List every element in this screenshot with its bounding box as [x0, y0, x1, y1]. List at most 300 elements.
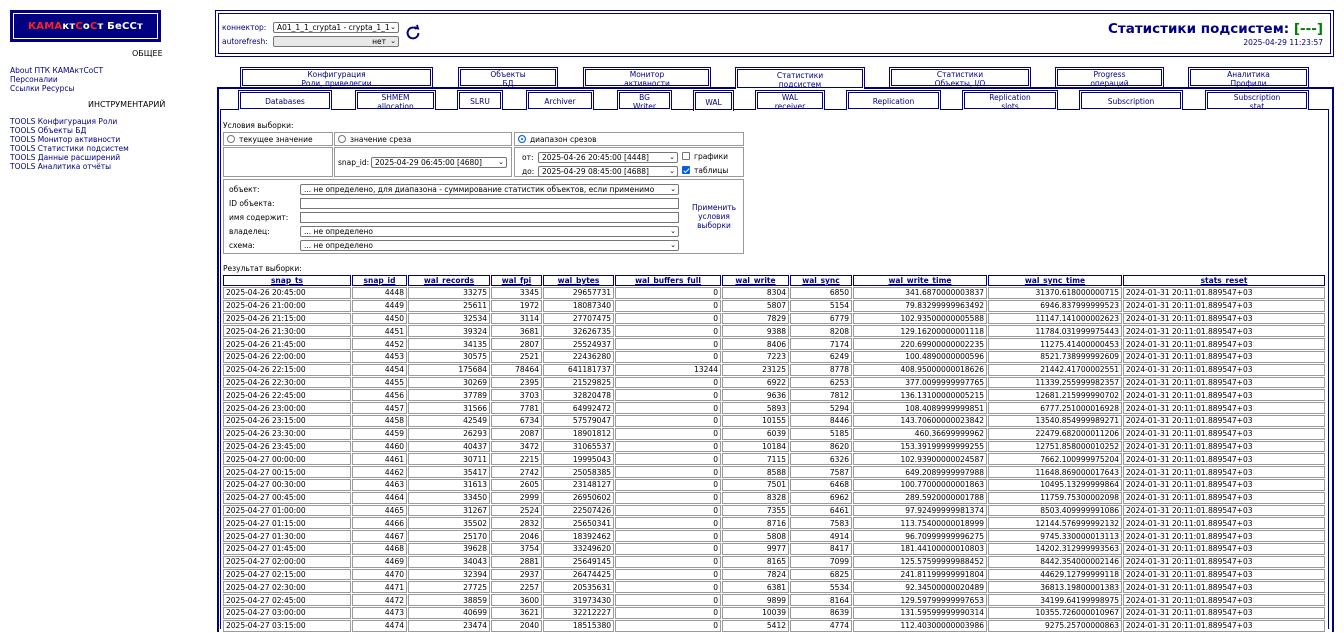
table-cell-wal-fpi: 3114 — [491, 313, 542, 325]
table-cell-snap-ts: 2025-04-27 00:45:00 — [223, 492, 351, 504]
table-cell-stats-reset: 2024-01-31 20:11:01.889547+03 — [1123, 377, 1325, 389]
table-cell-wal-sync-time: 8521.738999992609 — [988, 351, 1122, 363]
table-cell-snap-ts: 2025-04-26 20:45:00 — [223, 287, 351, 299]
table-cell-snap-ts: 2025-04-27 02:30:00 — [223, 581, 351, 593]
tables-checkbox[interactable] — [682, 166, 728, 175]
radio-button[interactable] — [338, 135, 346, 143]
snap-id-select[interactable] — [371, 157, 507, 168]
column-header-wal-bytes[interactable]: wal_bytes — [543, 275, 614, 286]
table-cell-snap-id: 4463 — [352, 479, 407, 491]
table-cell-wal-sync-time: 21442.41700002551 — [988, 364, 1122, 376]
table-cell-wal-sync: 8164 — [790, 594, 852, 606]
logo-part: т БеССт — [97, 20, 144, 32]
table-row — [223, 441, 1325, 453]
table-cell-wal-buffers-full: 0 — [615, 313, 721, 325]
table-cell-wal-sync: 7812 — [790, 389, 852, 401]
table-cell-stats-reset: 2024-01-31 20:11:01.889547+03 — [1123, 543, 1325, 555]
table-cell-wal-sync-time: 11759.75300002098 — [988, 492, 1122, 504]
chevron-down-icon: ⌄ — [390, 37, 396, 45]
table-cell-wal-write-time: 289.5920000001788 — [853, 492, 987, 504]
table-row — [223, 543, 1325, 555]
table-cell-wal-sync: 5294 — [790, 402, 852, 414]
object-select[interactable] — [300, 184, 679, 195]
table-cell-wal-sync-time: 11275.41400000453 — [988, 338, 1122, 350]
object-value: ... не определено, для диапазона - суммирование статистик объектов, если применимо — [304, 185, 655, 194]
table-cell-wal-write: 9636 — [722, 389, 789, 401]
table-cell-wal-buffers-full: 0 — [615, 581, 721, 593]
table-cell-snap-id: 4458 — [352, 415, 407, 427]
table-cell-snap-ts: 2025-04-27 00:00:00 — [223, 453, 351, 465]
table-cell-stats-reset: 2024-01-31 20:11:01.889547+03 — [1123, 505, 1325, 517]
table-cell-stats-reset: 2024-01-31 20:11:01.889547+03 — [1123, 428, 1325, 440]
tab-slru[interactable]: SLRU — [457, 90, 503, 110]
column-header-wal-records[interactable]: wal_records — [408, 275, 490, 286]
object-id-label: ID объекта: — [229, 199, 275, 208]
table-cell-wal-records: 42549 — [408, 415, 490, 427]
table-row — [223, 377, 1325, 389]
tab-bgwriter[interactable]: BG Writer — [617, 90, 672, 110]
sidebar-link-tools-stats[interactable]: TOOLS Статистики подсистем — [10, 144, 129, 153]
table-row — [223, 389, 1325, 401]
sidebar-link-tools-reports[interactable]: TOOLS Аналитика отчёты — [10, 162, 112, 171]
table-cell-wal-sync: 6468 — [790, 479, 852, 491]
table-cell-wal-write: 9388 — [722, 325, 789, 337]
table-cell-wal-records: 23474 — [408, 620, 490, 632]
table-cell-wal-sync: 7583 — [790, 517, 852, 529]
table-cell-wal-records: 32394 — [408, 569, 490, 581]
table-cell-wal-fpi: 3621 — [491, 607, 542, 619]
chevron-down-icon: ⌄ — [670, 227, 676, 235]
table-cell-snap-ts: 2025-04-26 21:30:00 — [223, 325, 351, 337]
table-row — [223, 466, 1325, 478]
table-cell-wal-write: 10039 — [722, 607, 789, 619]
tools-heading: ИНСТРУМЕНТАРИЙ — [88, 100, 166, 109]
table-cell-wal-sync: 8417 — [790, 543, 852, 555]
table-cell-snap-id: 4459 — [352, 428, 407, 440]
table-cell-wal-sync-time: 11648.869000017643 — [988, 466, 1122, 478]
sidebar-link-tools-objects[interactable]: TOOLS Объекты БД — [10, 126, 87, 135]
table-cell-wal-sync: 8620 — [790, 441, 852, 453]
table-cell-snap-id: 4466 — [352, 517, 407, 529]
column-header-snap-id[interactable]: snap_id — [352, 275, 407, 286]
radio-range-box — [514, 132, 744, 146]
table-cell-wal-bytes: 21529825 — [543, 377, 614, 389]
table-cell-wal-bytes: 26474425 — [543, 569, 614, 581]
table-cell-wal-buffers-full: 0 — [615, 415, 721, 427]
table-cell-snap-id: 4464 — [352, 492, 407, 504]
table-cell-wal-fpi: 3754 — [491, 543, 542, 555]
table-cell-wal-write-time: 112.40300000003986 — [853, 620, 987, 632]
sidebar-link-tools-monitor[interactable]: TOOLS Монитор активности — [10, 135, 121, 144]
table-cell-stats-reset: 2024-01-31 20:11:01.889547+03 — [1123, 453, 1325, 465]
table-cell-wal-buffers-full: 0 — [615, 517, 721, 529]
table-cell-wal-buffers-full: 0 — [615, 505, 721, 517]
snap-id-cell — [334, 147, 512, 177]
column-header-wal-buffers-full[interactable]: wal_buffers_full — [615, 275, 721, 286]
table-cell-stats-reset: 2024-01-31 20:11:01.889547+03 — [1123, 530, 1325, 542]
table-cell-wal-write: 6922 — [722, 377, 789, 389]
object-id-input[interactable] — [300, 198, 679, 209]
sidebar-link-resources[interactable]: Ссылки Ресурсы — [10, 84, 75, 93]
radio-button-selected[interactable] — [518, 135, 526, 143]
table-cell-wal-write-time: 241.81199999991804 — [853, 569, 987, 581]
table-cell-wal-bytes: 19995043 — [543, 453, 614, 465]
table-cell-snap-id: 4472 — [352, 594, 407, 606]
table-cell-snap-ts: 2025-04-27 01:30:00 — [223, 530, 351, 542]
table-cell-wal-sync-time: 10355.726000010967 — [988, 607, 1122, 619]
table-cell-wal-sync: 6779 — [790, 313, 852, 325]
table-cell-wal-bytes: 27707475 — [543, 313, 614, 325]
table-cell-wal-sync: 6850 — [790, 287, 852, 299]
table-cell-wal-fpi: 1972 — [491, 300, 542, 312]
table-cell-wal-buffers-full: 0 — [615, 620, 721, 632]
sidebar-link-tools-extensions[interactable]: TOOLS Данные расширений — [10, 153, 121, 162]
table-cell-wal-records: 31613 — [408, 479, 490, 491]
table-cell-wal-sync: 6249 — [790, 351, 852, 363]
table-cell-wal-records: 40699 — [408, 607, 490, 619]
owner-select[interactable] — [300, 226, 679, 237]
radio-snapshot-label: значение среза — [350, 135, 412, 144]
table-cell-wal-sync-time: 36813.19800001383 — [988, 581, 1122, 593]
table-cell-wal-write: 7829 — [722, 313, 789, 325]
table-cell-wal-sync: 8778 — [790, 364, 852, 376]
tab-replication[interactable]: Replication — [846, 90, 941, 110]
table-body — [223, 287, 1325, 632]
table-cell-wal-sync: 7174 — [790, 338, 852, 350]
tab-replication-slots[interactable]: Replication slots — [962, 90, 1058, 110]
table-row — [223, 338, 1325, 350]
column-header-stats-reset[interactable]: stats_reset — [1123, 275, 1325, 286]
table-cell-wal-sync: 5185 — [790, 428, 852, 440]
schema-select[interactable] — [300, 240, 679, 251]
table-cell-snap-ts: 2025-04-27 03:15:00 — [223, 620, 351, 632]
table-cell-wal-write: 5412 — [722, 620, 789, 632]
table-cell-snap-ts: 2025-04-26 21:00:00 — [223, 300, 351, 312]
object-filter-box — [223, 179, 744, 254]
table-cell-wal-buffers-full: 0 — [615, 441, 721, 453]
table-cell-wal-buffers-full: 0 — [615, 607, 721, 619]
table-cell-wal-sync-time: 11147.141000002623 — [988, 313, 1122, 325]
table-cell-wal-buffers-full: 0 — [615, 300, 721, 312]
table-cell-snap-ts: 2025-04-26 21:15:00 — [223, 313, 351, 325]
table-row — [223, 556, 1325, 568]
table-cell-wal-bytes: 641181737 — [543, 364, 614, 376]
table-row — [223, 351, 1325, 363]
table-cell-wal-write: 7824 — [722, 569, 789, 581]
tab-progress[interactable]: Progress операций — [1055, 67, 1164, 87]
sidebar-link-about[interactable]: About ПТК КАМАктСоСТ — [10, 66, 104, 75]
table-cell-wal-write-time: 125.57599999988452 — [853, 556, 987, 568]
radio-range[interactable] — [518, 135, 597, 144]
table-cell-stats-reset: 2024-01-31 20:11:01.889547+03 — [1123, 581, 1325, 593]
table-cell-wal-sync-time: 11784.031999975443 — [988, 325, 1122, 337]
connector-label: коннектор: — [222, 23, 267, 32]
page-date: 2025-04-29 11:23:57 — [1243, 38, 1323, 47]
table-cell-wal-buffers-full: 0 — [615, 556, 721, 568]
table-cell-stats-reset: 2024-01-31 20:11:01.889547+03 — [1123, 620, 1325, 632]
table-cell-wal-bytes: 31973430 — [543, 594, 614, 606]
table-cell-wal-records: 34135 — [408, 338, 490, 350]
table-cell-snap-id: 4454 — [352, 364, 407, 376]
tab-config[interactable]: Конфигурация Роли, привелегии — [240, 67, 433, 87]
table-cell-wal-write-time: 408.95000000018626 — [853, 364, 987, 376]
table-cell-wal-write-time: 129.59799999997653 — [853, 594, 987, 606]
table-row — [223, 453, 1325, 465]
connector-select[interactable] — [273, 22, 399, 33]
table-cell-wal-write: 8588 — [722, 466, 789, 478]
table-cell-wal-sync-time: 6777.251000016928 — [988, 402, 1122, 414]
table-cell-wal-write: 8304 — [722, 287, 789, 299]
table-row — [223, 607, 1325, 619]
table-cell-snap-id: 4467 — [352, 530, 407, 542]
table-cell-snap-ts: 2025-04-27 02:45:00 — [223, 594, 351, 606]
table-cell-snap-id: 4453 — [352, 351, 407, 363]
table-cell-wal-fpi: 2040 — [491, 620, 542, 632]
table-cell-stats-reset: 2024-01-31 20:11:01.889547+03 — [1123, 415, 1325, 427]
table-row — [223, 620, 1325, 632]
tab-databases[interactable]: Databases — [238, 90, 332, 110]
table-cell-wal-sync-time: 9745.330000013113 — [988, 530, 1122, 542]
table-cell-snap-ts: 2025-04-26 21:45:00 — [223, 338, 351, 350]
from-label: от: — [522, 153, 534, 162]
table-cell-snap-id: 4455 — [352, 377, 407, 389]
column-header-wal-sync-time[interactable]: wal_sync_time — [988, 275, 1122, 286]
tab-shmem[interactable]: SHMEM allocation — [355, 90, 436, 110]
table-cell-wal-bytes: 20535631 — [543, 581, 614, 593]
column-header-snap-ts[interactable]: snap_ts — [223, 275, 351, 286]
table-cell-stats-reset: 2024-01-31 20:11:01.889547+03 — [1123, 402, 1325, 414]
autorefresh-label: autorefresh: — [222, 37, 268, 46]
chevron-down-icon: ⌄ — [390, 23, 396, 31]
table-cell-wal-sync: 6461 — [790, 505, 852, 517]
table-cell-snap-id: 4460 — [352, 441, 407, 453]
table-cell-wal-bytes: 18901812 — [543, 428, 614, 440]
table-cell-wal-fpi: 3345 — [491, 287, 542, 299]
table-cell-wal-fpi: 2046 — [491, 530, 542, 542]
tab-analytics[interactable]: Аналитика Профили — [1188, 67, 1309, 87]
from-select[interactable] — [538, 152, 678, 163]
table-cell-stats-reset: 2024-01-31 20:11:01.889547+03 — [1123, 338, 1325, 350]
table-cell-stats-reset: 2024-01-31 20:11:01.889547+03 — [1123, 479, 1325, 491]
tables-label: таблицы — [694, 166, 729, 175]
table-cell-stats-reset: 2024-01-31 20:11:01.889547+03 — [1123, 325, 1325, 337]
table-cell-wal-buffers-full: 0 — [615, 530, 721, 542]
table-header-row — [223, 275, 1325, 286]
name-contains-input[interactable] — [300, 212, 679, 223]
table-cell-snap-ts: 2025-04-27 00:15:00 — [223, 466, 351, 478]
table-cell-snap-ts: 2025-04-26 22:45:00 — [223, 389, 351, 401]
table-cell-wal-write-time: 96.70999999996275 — [853, 530, 987, 542]
table-cell-wal-buffers-full: 0 — [615, 453, 721, 465]
to-label: до: — [522, 167, 535, 176]
table-cell-wal-write-time: 108.4089999999851 — [853, 402, 987, 414]
tab-archiver[interactable]: Archiver — [526, 90, 594, 110]
table-cell-wal-write-time: 113.75400000018999 — [853, 517, 987, 529]
to-select[interactable] — [538, 166, 678, 177]
sidebar-link-tools-config[interactable]: TOOLS Конфигурация Роли — [10, 117, 118, 126]
table-cell-snap-id: 4457 — [352, 402, 407, 414]
tab-subscription[interactable]: Subscription — [1079, 90, 1183, 110]
table-cell-wal-write-time: 153.39199999999255 — [853, 441, 987, 453]
table-cell-wal-write: 10184 — [722, 441, 789, 453]
snap-id-value: 2025-04-29 06:45:00 [4680] — [375, 158, 482, 167]
table-cell-wal-bytes: 25524937 — [543, 338, 614, 350]
table-cell-wal-write: 23125 — [722, 364, 789, 376]
tab-subscription-stat[interactable]: Subscription stat — [1205, 90, 1309, 110]
table-cell-stats-reset: 2024-01-31 20:11:01.889547+03 — [1123, 351, 1325, 363]
sidebar-link-persons[interactable]: Персоналии — [10, 75, 58, 84]
table-cell-snap-ts: 2025-04-27 01:45:00 — [223, 543, 351, 555]
logo-part: кт — [62, 20, 76, 32]
table-cell-wal-fpi: 2742 — [491, 466, 542, 478]
table-cell-snap-id: 4449 — [352, 300, 407, 312]
table-cell-wal-bytes: 33249620 — [543, 543, 614, 555]
charts-checkbox[interactable] — [682, 152, 728, 161]
table-cell-wal-write: 9977 — [722, 543, 789, 555]
owner-value: ... не определено — [304, 227, 374, 236]
logo-part: С — [75, 20, 83, 32]
table-cell-wal-records: 26293 — [408, 428, 490, 440]
table-cell-wal-sync: 4774 — [790, 620, 852, 632]
table-cell-wal-write-time: 377.0099999997765 — [853, 377, 987, 389]
table-row — [223, 313, 1325, 325]
table-cell-wal-buffers-full: 0 — [615, 338, 721, 350]
table-cell-snap-ts: 2025-04-26 22:00:00 — [223, 351, 351, 363]
checkbox[interactable] — [682, 152, 690, 160]
tab-wal-receiver[interactable]: WAL receiver — [755, 90, 825, 110]
table-cell-wal-write: 5893 — [722, 402, 789, 414]
radio-current[interactable] — [227, 135, 313, 144]
table-cell-wal-bytes: 32626735 — [543, 325, 614, 337]
empty-cell — [223, 147, 333, 177]
table-cell-wal-records: 30575 — [408, 351, 490, 363]
column-header-wal-sync[interactable]: wal_sync — [790, 275, 852, 286]
table-cell-wal-fpi: 2605 — [491, 479, 542, 491]
table-cell-wal-bytes: 25058385 — [543, 466, 614, 478]
table-cell-wal-write: 5807 — [722, 300, 789, 312]
column-header-wal-fpi[interactable]: wal_fpi — [491, 275, 542, 286]
table-cell-wal-write: 7355 — [722, 505, 789, 517]
table-cell-wal-records: 40437 — [408, 441, 490, 453]
table-cell-wal-fpi: 2999 — [491, 492, 542, 504]
logo-part: С — [89, 20, 98, 32]
radio-snapshot-box — [334, 132, 512, 146]
table-cell-wal-records: 35502 — [408, 517, 490, 529]
table-cell-wal-write-time: 102.93900000024587 — [853, 453, 987, 465]
table-cell-wal-fpi: 2524 — [491, 505, 542, 517]
table-cell-wal-sync-time: 12144.576999992132 — [988, 517, 1122, 529]
tab-subsystem-stats[interactable]: Статистики подсистем — [735, 67, 865, 89]
table-cell-wal-write-time: 92.34500000020489 — [853, 581, 987, 593]
table-cell-snap-id: 4465 — [352, 505, 407, 517]
table-cell-wal-write-time: 460.36699999962 — [853, 428, 987, 440]
table-cell-wal-write-time: 341.6870000003837 — [853, 287, 987, 299]
table-cell-wal-sync-time: 34199.64199998975 — [988, 594, 1122, 606]
refresh-icon[interactable] — [404, 24, 422, 42]
table-cell-wal-fpi: 6734 — [491, 415, 542, 427]
table-row — [223, 428, 1325, 440]
tab-db-objects[interactable]: Объекты БД — [458, 67, 558, 87]
table-cell-wal-sync: 7099 — [790, 556, 852, 568]
table-cell-wal-write-time: 181.44100000010803 — [853, 543, 987, 555]
table-cell-snap-ts: 2025-04-27 00:30:00 — [223, 479, 351, 491]
table-cell-wal-write: 8328 — [722, 492, 789, 504]
table-cell-snap-ts: 2025-04-26 23:45:00 — [223, 441, 351, 453]
logo-part: КАМА — [27, 20, 63, 32]
table-cell-wal-bytes: 18515380 — [543, 620, 614, 632]
table-cell-wal-buffers-full: 0 — [615, 325, 721, 337]
tab-activity-monitor[interactable]: Монитор активности — [583, 67, 711, 87]
table-cell-wal-bytes: 23148127 — [543, 479, 614, 491]
chevron-down-icon: ⌄ — [670, 185, 676, 193]
table-cell-wal-sync-time: 22479.682000011206 — [988, 428, 1122, 440]
table-cell-wal-buffers-full: 0 — [615, 569, 721, 581]
tab-wal[interactable]: WAL — [693, 90, 734, 111]
result-label: Результат выборки: — [223, 264, 302, 273]
table-cell-wal-fpi: 78464 — [491, 364, 542, 376]
column-header-wal-write-time[interactable]: wal_write_time — [853, 275, 987, 286]
table-cell-snap-id: 4474 — [352, 620, 407, 632]
table-cell-stats-reset: 2024-01-31 20:11:01.889547+03 — [1123, 569, 1325, 581]
table-cell-stats-reset: 2024-01-31 20:11:01.889547+03 — [1123, 300, 1325, 312]
table-cell-wal-fpi: 2937 — [491, 569, 542, 581]
table-cell-wal-buffers-full: 0 — [615, 466, 721, 478]
table-cell-wal-bytes: 25650341 — [543, 517, 614, 529]
autorefresh-select[interactable] — [273, 36, 399, 47]
table-cell-stats-reset: 2024-01-31 20:11:01.889547+03 — [1123, 389, 1325, 401]
table-cell-wal-buffers-full: 0 — [615, 402, 721, 414]
table-row — [223, 364, 1325, 376]
table-row — [223, 479, 1325, 491]
table-cell-wal-buffers-full: 0 — [615, 492, 721, 504]
radio-snapshot[interactable] — [338, 135, 411, 144]
table-row — [223, 569, 1325, 581]
table-row — [223, 402, 1325, 414]
checkbox-checked[interactable] — [682, 166, 690, 174]
table-cell-wal-write: 9899 — [722, 594, 789, 606]
table-cell-wal-write-time: 100.77000000001863 — [853, 479, 987, 491]
table-row — [223, 594, 1325, 606]
logo[interactable] — [11, 11, 160, 41]
page-title-status: [---] — [1293, 21, 1323, 37]
table-cell-wal-records: 32534 — [408, 313, 490, 325]
table-cell-wal-buffers-full: 0 — [615, 377, 721, 389]
to-value: 2025-04-29 08:45:00 [4688] — [542, 167, 649, 176]
table-cell-wal-bytes: 22507426 — [543, 505, 614, 517]
table-cell-wal-sync: 5534 — [790, 581, 852, 593]
radio-current-label: текущее значение — [239, 135, 313, 144]
table-cell-stats-reset: 2024-01-31 20:11:01.889547+03 — [1123, 466, 1325, 478]
name-contains-label: имя содержит: — [229, 213, 289, 222]
table-cell-wal-sync: 5154 — [790, 300, 852, 312]
table-cell-wal-sync: 8639 — [790, 607, 852, 619]
apply-filter-link[interactable]: Применить условия выборки — [691, 203, 737, 230]
table-cell-wal-records: 30269 — [408, 377, 490, 389]
tab-objects-io[interactable]: Статистики Объекты, I/O — [889, 67, 1031, 87]
table-cell-snap-ts: 2025-04-27 01:00:00 — [223, 505, 351, 517]
table-cell-wal-sync: 7587 — [790, 466, 852, 478]
table-cell-stats-reset: 2024-01-31 20:11:01.889547+03 — [1123, 594, 1325, 606]
table-cell-wal-sync-time: 14202.312999993563 — [988, 543, 1122, 555]
table-cell-wal-sync-time: 13540.854999989271 — [988, 415, 1122, 427]
table-cell-wal-sync: 8208 — [790, 325, 852, 337]
table-cell-snap-id: 4462 — [352, 466, 407, 478]
column-header-wal-write[interactable]: wal_write — [722, 275, 789, 286]
table-cell-snap-id: 4468 — [352, 543, 407, 555]
radio-button[interactable] — [227, 135, 235, 143]
result-table — [222, 274, 1326, 633]
table-cell-wal-bytes: 25649145 — [543, 556, 614, 568]
